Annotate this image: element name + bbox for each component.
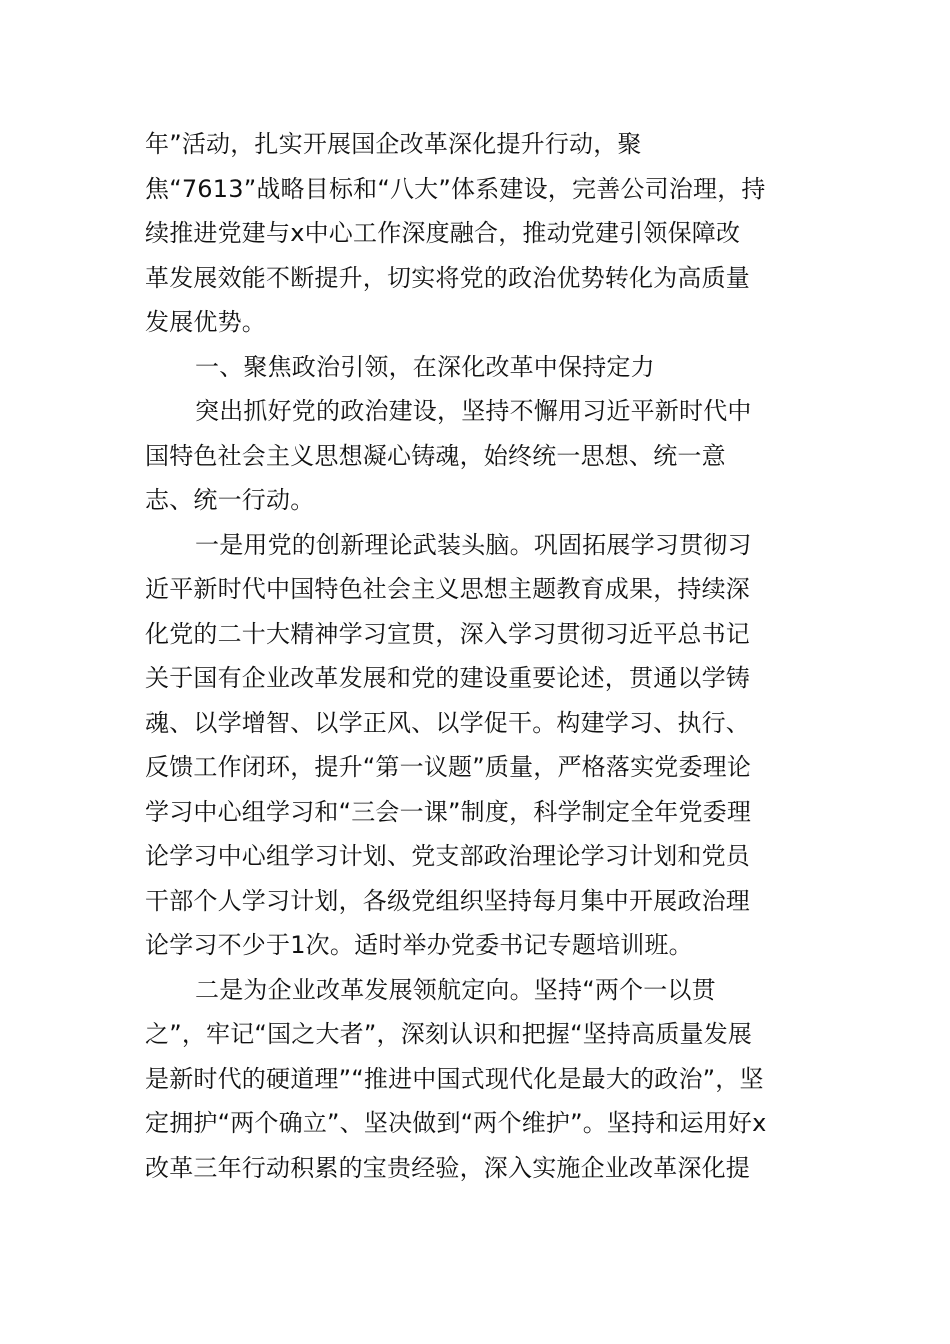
- document-body: [145, 122, 825, 1190]
- text-line: 革发展效能不断提升，切实将党的政治优势转化为高质量: [145, 263, 750, 292]
- text-line: 突出抓好党的政治建设，坚持不懈用习近平新时代中: [195, 397, 752, 425]
- text-line: 定拥护“两个确立”、坚决做到“两个维护”。坚持和运用好x: [145, 1109, 767, 1137]
- text-line: 年”活动，扎实开展国企改革深化提升行动，聚: [145, 130, 642, 158]
- text-line: 干部个人学习计划，各级党组织坚持每月集中开展政治理: [145, 886, 750, 915]
- text-line: 发展优势。: [145, 308, 266, 336]
- text-line: 改革三年行动积累的宝贵经验，深入实施企业改革深化提: [145, 1153, 750, 1182]
- text-line: 之”，牢记“国之大者”，深刻认识和把握“坚持高质量发展: [145, 1020, 753, 1048]
- text-line: 关于国有企业改革发展和党的建设重要论述，贯通以学铸: [145, 664, 750, 692]
- text-line: 魂、以学增智、以学正风、以学促干。构建学习、执行、: [145, 708, 750, 737]
- text-line: 反馈工作闭环，提升“第一议题”质量，严格落实党委理论: [145, 753, 752, 781]
- text-line: 近平新时代中国特色社会主义思想主题教育成果，持续深: [145, 575, 750, 603]
- text-line: 国特色社会主义思想凝心铸魂，始终统一思想、统一意: [145, 441, 726, 470]
- text-line: 二是为企业改革发展领航定向。坚持“两个一以贯: [195, 975, 716, 1004]
- text-line: 焦“7613”战略目标和“八大”体系建设，完善公司治理，持: [145, 174, 766, 203]
- text-line: 是新时代的硬道理”“推进中国式现代化是最大的政治”，坚: [145, 1064, 764, 1093]
- text-line: 论学习不少于1次。适时举办党委书记专题培训班。: [145, 931, 693, 959]
- text-line: 论学习中心组学习计划、党支部政治理论学习计划和党员: [145, 842, 750, 870]
- text-line: 一是用党的创新理论武装头脑。巩固拓展学习贯彻习: [195, 530, 752, 559]
- text-line: 续推进党建与x中心工作深度融合，推动党建引领保障改: [145, 219, 741, 247]
- text-line: 一、聚焦政治引领，在深化改革中保持定力: [195, 352, 655, 381]
- text-line: 化党的二十大精神学习宣贯，深入学习贯彻习近平总书记: [145, 619, 750, 648]
- text-line: 志、统一行动。: [145, 486, 315, 514]
- text-line: 学习中心组学习和“三会一课”制度，科学制定全年党委理: [145, 797, 752, 826]
